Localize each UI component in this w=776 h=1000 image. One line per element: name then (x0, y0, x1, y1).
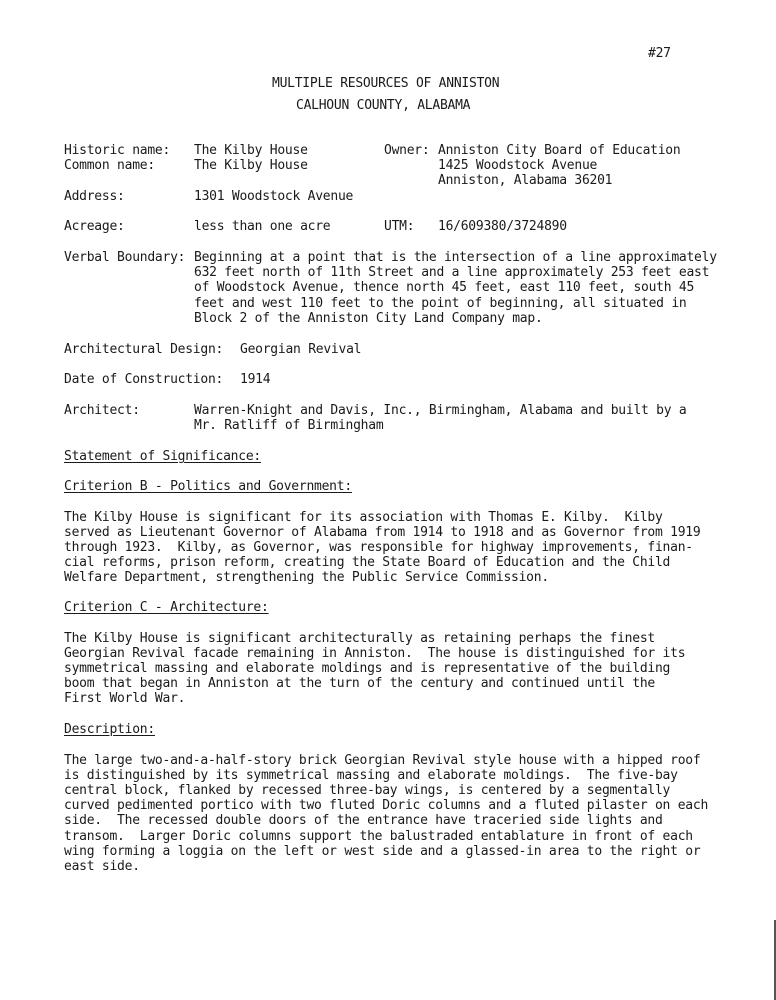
owner-line-3: Anniston, Alabama 36201 (438, 173, 613, 188)
description-line-3: central block, flanked by recessed three-bay wings, is centered by a segmentally (64, 783, 671, 798)
criterion-c-line-4: boom that began in Anniston at the turn of the century and continued until the (64, 676, 655, 691)
description-line-4: curved pedimented portico with two fluted Doric columns and a fluted pilaster on each (64, 798, 709, 813)
owner-line-1: Anniston City Board of Education (438, 143, 681, 158)
description-heading: Description: (64, 722, 155, 737)
utm-value: 16/609380/3724890 (438, 219, 567, 234)
description-line-5: side. The recessed double doors of the entrance have traceried side lights and (64, 813, 663, 828)
owner-label: Owner: (384, 143, 430, 158)
verbal-boundary-line-5: Block 2 of the Anniston City Land Company map. (194, 311, 543, 326)
common-name-value: The Kilby House (194, 158, 308, 173)
address-value: 1301 Woodstock Avenue (194, 189, 354, 204)
description-line-7: wing forming a loggia on the left or west side and a glassed-in area to the right or (64, 844, 701, 859)
verbal-boundary-label: Verbal Boundary: (64, 250, 186, 265)
utm-label: UTM: (384, 219, 415, 234)
verbal-boundary-line-1: Beginning at a point that is the intersection of a line approximately (194, 250, 717, 265)
date-of-construction-value: 1914 (240, 372, 271, 387)
address-label: Address: (64, 189, 125, 204)
architectural-design-label: Architectural Design: (64, 342, 224, 357)
criterion-c-line-2: Georgian Revival facade remaining in Anniston. The house is distinguished for its (64, 646, 686, 661)
architect-line-1: Warren-Knight and Davis, Inc., Birmingham, Alabama and built by a (194, 403, 687, 418)
architect-label: Architect: (64, 403, 140, 418)
owner-line-2: 1425 Woodstock Avenue (438, 158, 598, 173)
verbal-boundary-line-3: of Woodstock Avenue, thence north 45 feet, east 110 feet, south 45 (194, 280, 695, 295)
significance-heading: Statement of Significance: (64, 449, 261, 464)
criterion-c-line-1: The Kilby House is significant architecturally as retaining perhaps the finest (64, 631, 655, 646)
description-line-2: is distinguished by its symmetrical massing and elaborate moldings. The five-bay (64, 768, 678, 783)
acreage-label: Acreage: (64, 219, 125, 234)
description-line-1: The large two-and-a-half-story brick Georgian Revival style house with a hipped roof (64, 753, 701, 768)
architectural-design-value: Georgian Revival (240, 342, 362, 357)
document-title: MULTIPLE RESOURCES OF ANNISTON (272, 76, 500, 91)
criterion-b-heading: Criterion B - Politics and Government: (64, 479, 352, 494)
description-line-8: east side. (64, 859, 140, 874)
page-number: #27 (648, 46, 671, 61)
criterion-b-line-2: served as Lieutenant Governor of Alabama from 1914 to 1918 and as Governor from 1919 (64, 525, 701, 540)
criterion-c-line-5: First World War. (64, 691, 186, 706)
description-line-6: transom. Larger Doric columns support the balustraded entablature in front of each (64, 829, 693, 844)
criterion-c-heading: Criterion C - Architecture: (64, 600, 269, 615)
criterion-b-line-3: through 1923. Kilby, as Governor, was responsible for highway improvements, finan- (64, 540, 693, 555)
verbal-boundary-line-2: 632 feet north of 11th Street and a line approximately 253 feet east (194, 265, 710, 280)
criterion-b-line-5: Welfare Department, strengthening the Public Service Commission. (64, 570, 549, 585)
architect-line-2: Mr. Ratliff of Birmingham (194, 418, 384, 433)
criterion-b-line-4: cial reforms, prison reform, creating the State Board of Education and the Child (64, 555, 671, 570)
document-subtitle: CALHOUN COUNTY, ALABAMA (296, 98, 471, 113)
criterion-b-line-1: The Kilby House is significant for its association with Thomas E. Kilby. Kilby (64, 510, 663, 525)
date-of-construction-label: Date of Construction: (64, 372, 224, 387)
acreage-value: less than one acre (194, 219, 331, 234)
historic-name-value: The Kilby House (194, 143, 308, 158)
common-name-label: Common name: (64, 158, 155, 173)
verbal-boundary-line-4: feet and west 110 feet to the point of beginning, all situated in (194, 296, 687, 311)
historic-name-label: Historic name: (64, 143, 171, 158)
criterion-c-line-3: symmetrical massing and elaborate moldings and is representative of the building (64, 661, 671, 676)
